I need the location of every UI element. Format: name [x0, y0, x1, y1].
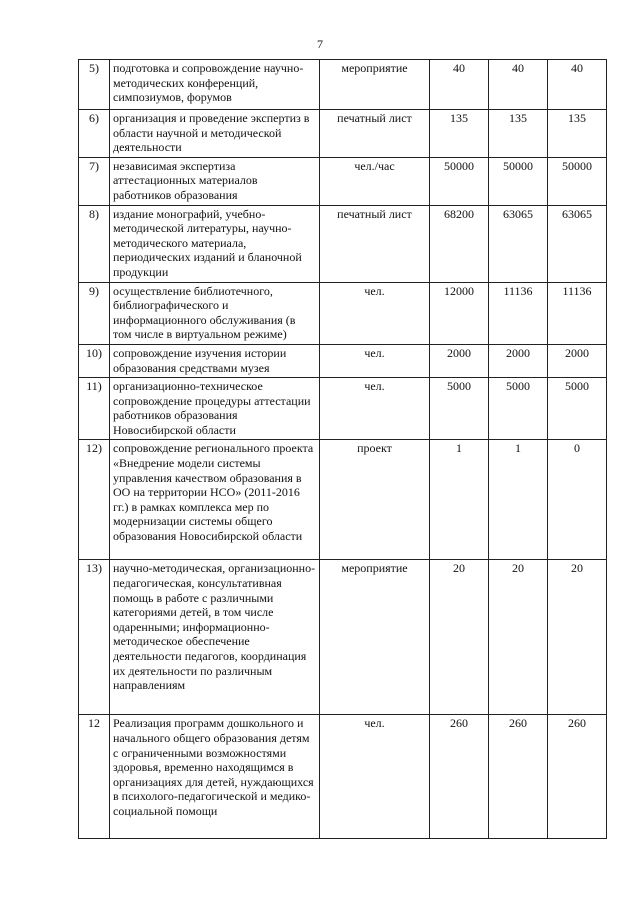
row-value-2: 1 [489, 440, 548, 560]
table-row [79, 205, 607, 282]
row-description: сопровождение регионального проекта «Внедрение модели системы управления качеством образования в ОО на территории НСО» (2011-2016 гг.) в рамках комплекса мер по модернизации системы общего образования Новосибирской области [110, 440, 320, 560]
services-table [78, 59, 607, 839]
row-unit: чел. [320, 378, 430, 440]
row-number: 12 [79, 715, 110, 839]
row-unit: печатный лист [320, 205, 430, 282]
row-value-3: 50000 [548, 157, 607, 205]
table-row [79, 440, 607, 560]
row-description: научно-методическая, организационно-педагогическая, консультативная помощь в работе с различными категориями детей, в том числе одаренными; информационно-методическое обеспечение деятельности педагогов, координация их деятельности по различным направлениям [110, 560, 320, 715]
row-number: 6) [79, 110, 110, 158]
table-row [79, 282, 607, 344]
row-value-3: 260 [548, 715, 607, 839]
row-number: 5) [79, 60, 110, 110]
table-row [79, 378, 607, 440]
table-row [79, 715, 607, 839]
row-value-2: 50000 [489, 157, 548, 205]
row-number: 10) [79, 344, 110, 377]
row-value-2: 135 [489, 110, 548, 158]
table-row [79, 110, 607, 158]
row-value-3: 20 [548, 560, 607, 715]
row-number: 9) [79, 282, 110, 344]
row-number: 13) [79, 560, 110, 715]
row-description: осуществление библиотечного, библиографического и информационного обслуживания (в том числе в виртуальном режиме) [110, 282, 320, 344]
row-description: издание монографий, учебно-методической литературы, научно-методического материала, периодических изданий и бланочной продукции [110, 205, 320, 282]
row-value-1: 260 [430, 715, 489, 839]
row-unit: чел. [320, 282, 430, 344]
row-number: 12) [79, 440, 110, 560]
row-unit: чел./час [320, 157, 430, 205]
row-value-1: 68200 [430, 205, 489, 282]
row-value-2: 2000 [489, 344, 548, 377]
row-unit: мероприятие [320, 60, 430, 110]
row-value-1: 1 [430, 440, 489, 560]
row-number: 8) [79, 205, 110, 282]
row-value-2: 40 [489, 60, 548, 110]
row-description: Реализация программ дошкольного и начального общего образования детям с ограниченными возможностями здоровья, временно находящимся в организациях для детей, нуждающихся в психолого-педагогической и медико-социальной помощи [110, 715, 320, 839]
row-value-1: 50000 [430, 157, 489, 205]
row-value-2: 63065 [489, 205, 548, 282]
row-value-1: 135 [430, 110, 489, 158]
row-value-2: 260 [489, 715, 548, 839]
row-unit: проект [320, 440, 430, 560]
row-value-3: 11136 [548, 282, 607, 344]
row-number: 11) [79, 378, 110, 440]
row-value-1: 5000 [430, 378, 489, 440]
row-value-2: 11136 [489, 282, 548, 344]
row-value-3: 5000 [548, 378, 607, 440]
row-unit: чел. [320, 344, 430, 377]
row-number: 7) [79, 157, 110, 205]
row-description: подготовка и сопровождение научно-методических конференций, симпозиумов, форумов [110, 60, 320, 110]
row-value-1: 20 [430, 560, 489, 715]
table-row [79, 344, 607, 377]
row-value-3: 63065 [548, 205, 607, 282]
table-row [79, 60, 607, 110]
row-description: организационно-техническое сопровождение процедуры аттестации работников образования Новосибирской области [110, 378, 320, 440]
row-value-1: 12000 [430, 282, 489, 344]
row-value-3: 2000 [548, 344, 607, 377]
row-unit: печатный лист [320, 110, 430, 158]
row-description: независимая экспертиза аттестационных материалов работников образования [110, 157, 320, 205]
row-value-1: 2000 [430, 344, 489, 377]
page-number: 7 [317, 37, 323, 51]
row-description: сопровождение изучения истории образования средствами музея [110, 344, 320, 377]
row-value-3: 40 [548, 60, 607, 110]
row-value-3: 0 [548, 440, 607, 560]
row-value-1: 40 [430, 60, 489, 110]
row-value-2: 20 [489, 560, 548, 715]
row-description: организация и проведение экспертиз в области научной и методической деятельности [110, 110, 320, 158]
table-row [79, 560, 607, 715]
row-value-2: 5000 [489, 378, 548, 440]
table-row [79, 157, 607, 205]
row-value-3: 135 [548, 110, 607, 158]
row-unit: мероприятие [320, 560, 430, 715]
row-unit: чел. [320, 715, 430, 839]
